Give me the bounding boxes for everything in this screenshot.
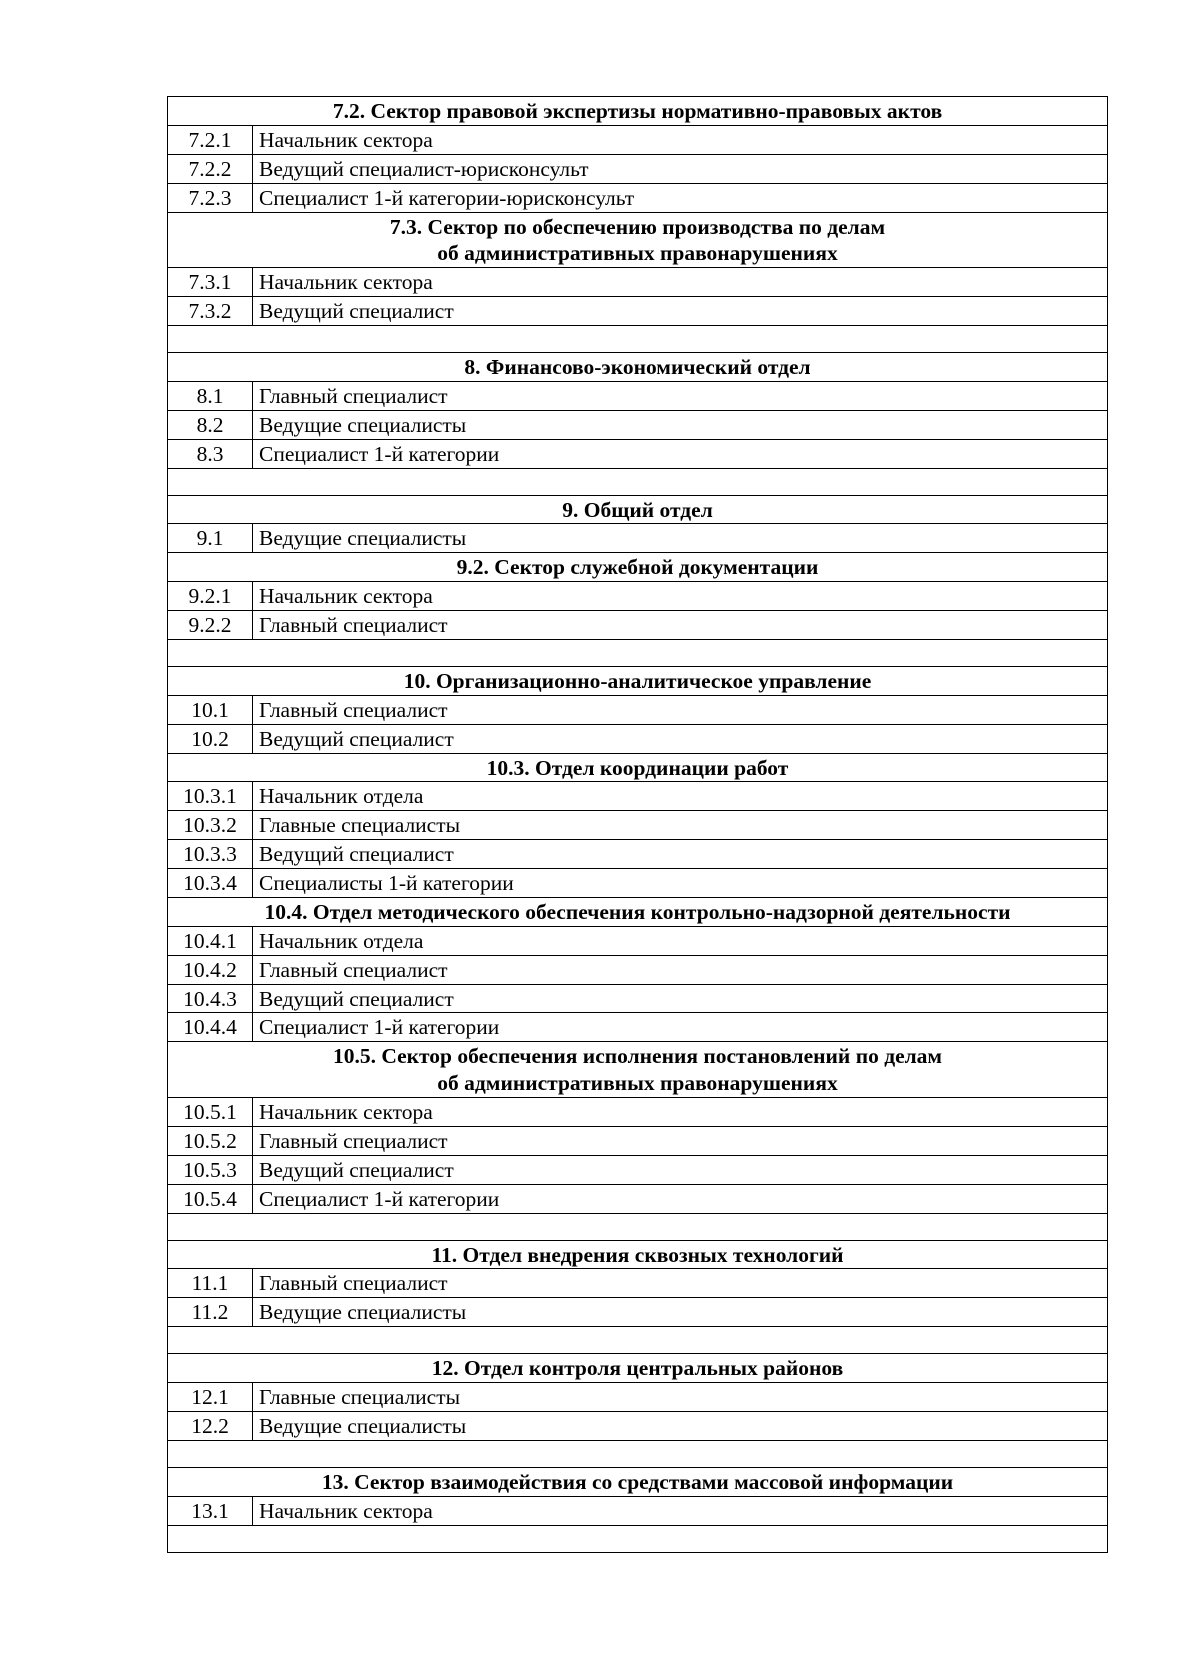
empty-separator-row	[168, 1525, 1108, 1552]
position-number: 10.5.4	[168, 1184, 253, 1213]
position-number: 8.1	[168, 381, 253, 410]
section-header-row	[168, 1240, 1108, 1269]
position-row	[168, 268, 1108, 297]
position-number: 8.2	[168, 410, 253, 439]
position-row	[168, 840, 1108, 869]
position-number: 7.3.1	[168, 268, 253, 297]
position-row	[168, 611, 1108, 640]
position-number: 9.1	[168, 524, 253, 553]
position-title: Главный специалист	[253, 1126, 1108, 1155]
position-title: Главные специалисты	[253, 1383, 1108, 1412]
position-title: Специалисты 1-й категории	[253, 869, 1108, 898]
section-title: 9. Общий отдел	[168, 495, 1108, 524]
section-title: 12. Отдел контроля центральных районов	[168, 1354, 1108, 1383]
position-title: Ведущие специалисты	[253, 1411, 1108, 1440]
section-title: 8. Финансово-экономический отдел	[168, 353, 1108, 382]
position-title: Начальник сектора	[253, 1496, 1108, 1525]
empty-cell	[168, 1440, 1108, 1467]
section-title: 10.4. Отдел методического обеспечения контрольно-надзорной деятельности	[168, 897, 1108, 926]
empty-separator-row	[168, 639, 1108, 666]
position-row	[168, 524, 1108, 553]
position-title: Начальник сектора	[253, 125, 1108, 154]
position-row	[168, 926, 1108, 955]
position-title: Ведущие специалисты	[253, 524, 1108, 553]
position-number: 10.3.1	[168, 782, 253, 811]
position-number: 10.4.1	[168, 926, 253, 955]
empty-separator-row	[168, 326, 1108, 353]
position-title: Ведущие специалисты	[253, 1298, 1108, 1327]
position-number: 12.2	[168, 1411, 253, 1440]
section-header-row	[168, 1354, 1108, 1383]
section-title: 13. Сектор взаимодействия со средствами массовой информации	[168, 1467, 1108, 1496]
position-number: 9.2.1	[168, 582, 253, 611]
position-row	[168, 1126, 1108, 1155]
position-row	[168, 381, 1108, 410]
position-title: Специалист 1-й категории-юрисконсульт	[253, 183, 1108, 212]
position-number: 11.1	[168, 1269, 253, 1298]
position-title: Начальник отдела	[253, 782, 1108, 811]
position-row	[168, 297, 1108, 326]
empty-separator-row	[168, 1440, 1108, 1467]
position-row	[168, 1155, 1108, 1184]
position-row	[168, 1098, 1108, 1127]
position-title: Ведущий специалист	[253, 840, 1108, 869]
position-row	[168, 1383, 1108, 1412]
section-header-row	[168, 753, 1108, 782]
position-title: Ведущий специалист	[253, 724, 1108, 753]
position-number: 10.2	[168, 724, 253, 753]
position-number: 10.3.4	[168, 869, 253, 898]
position-row	[168, 410, 1108, 439]
position-number: 7.2.2	[168, 154, 253, 183]
position-title: Главный специалист	[253, 611, 1108, 640]
position-number: 8.3	[168, 439, 253, 468]
position-number: 10.5.3	[168, 1155, 253, 1184]
position-row	[168, 1269, 1108, 1298]
position-number: 13.1	[168, 1496, 253, 1525]
section-header-row	[168, 1042, 1108, 1098]
section-header-row	[168, 495, 1108, 524]
position-row	[168, 125, 1108, 154]
section-title: 9.2. Сектор служебной документации	[168, 553, 1108, 582]
section-header-row	[168, 666, 1108, 695]
table-body	[168, 97, 1108, 1553]
section-title: 7.2. Сектор правовой экспертизы нормативно-правовых актов	[168, 97, 1108, 126]
position-title: Главные специалисты	[253, 811, 1108, 840]
position-row	[168, 1013, 1108, 1042]
position-title: Ведущий специалист-юрисконсульт	[253, 154, 1108, 183]
section-header-row	[168, 97, 1108, 126]
position-title: Ведущий специалист	[253, 984, 1108, 1013]
section-title: 7.3. Сектор по обеспечению производства по делам об административных правонарушениях	[168, 212, 1108, 268]
position-title: Главный специалист	[253, 695, 1108, 724]
position-row	[168, 869, 1108, 898]
empty-cell	[168, 1327, 1108, 1354]
position-title: Ведущий специалист	[253, 297, 1108, 326]
position-row	[168, 724, 1108, 753]
position-row	[168, 695, 1108, 724]
section-header-row	[168, 897, 1108, 926]
position-title: Начальник сектора	[253, 268, 1108, 297]
empty-cell	[168, 639, 1108, 666]
position-number: 12.1	[168, 1383, 253, 1412]
position-number: 10.5.2	[168, 1126, 253, 1155]
empty-cell	[168, 468, 1108, 495]
position-number: 11.2	[168, 1298, 253, 1327]
position-row	[168, 984, 1108, 1013]
section-title: 10.3. Отдел координации работ	[168, 753, 1108, 782]
position-number: 10.5.1	[168, 1098, 253, 1127]
position-title: Специалист 1-й категории	[253, 439, 1108, 468]
position-title: Главный специалист	[253, 955, 1108, 984]
position-number: 10.3.2	[168, 811, 253, 840]
position-number: 10.3.3	[168, 840, 253, 869]
position-title: Главный специалист	[253, 1269, 1108, 1298]
section-title: 11. Отдел внедрения сквозных технологий	[168, 1240, 1108, 1269]
position-number: 10.4.3	[168, 984, 253, 1013]
position-number: 10.4.2	[168, 955, 253, 984]
section-header-row	[168, 353, 1108, 382]
position-title: Начальник сектора	[253, 582, 1108, 611]
position-row	[168, 782, 1108, 811]
position-row	[168, 154, 1108, 183]
position-number: 7.2.3	[168, 183, 253, 212]
empty-separator-row	[168, 468, 1108, 495]
section-title: 10.5. Сектор обеспечения исполнения постановлений по делам об административных правонарушениях	[168, 1042, 1108, 1098]
staff-positions-table	[167, 96, 1108, 1553]
position-row	[168, 811, 1108, 840]
position-number: 9.2.2	[168, 611, 253, 640]
empty-cell	[168, 326, 1108, 353]
position-title: Специалист 1-й категории	[253, 1013, 1108, 1042]
position-title: Начальник отдела	[253, 926, 1108, 955]
section-header-row	[168, 553, 1108, 582]
section-header-row	[168, 1467, 1108, 1496]
position-title: Ведущие специалисты	[253, 410, 1108, 439]
position-row	[168, 183, 1108, 212]
position-row	[168, 1298, 1108, 1327]
position-number: 7.2.1	[168, 125, 253, 154]
empty-cell	[168, 1525, 1108, 1552]
position-row	[168, 955, 1108, 984]
position-title: Начальник сектора	[253, 1098, 1108, 1127]
position-number: 10.4.4	[168, 1013, 253, 1042]
empty-cell	[168, 1213, 1108, 1240]
position-number: 10.1	[168, 695, 253, 724]
position-row	[168, 582, 1108, 611]
empty-separator-row	[168, 1213, 1108, 1240]
section-title: 10. Организационно-аналитическое управление	[168, 666, 1108, 695]
position-row	[168, 1496, 1108, 1525]
position-title: Специалист 1-й категории	[253, 1184, 1108, 1213]
position-row	[168, 439, 1108, 468]
position-row	[168, 1184, 1108, 1213]
section-header-row	[168, 212, 1108, 268]
position-title: Ведущий специалист	[253, 1155, 1108, 1184]
position-row	[168, 1411, 1108, 1440]
position-number: 7.3.2	[168, 297, 253, 326]
empty-separator-row	[168, 1327, 1108, 1354]
position-title: Главный специалист	[253, 381, 1108, 410]
